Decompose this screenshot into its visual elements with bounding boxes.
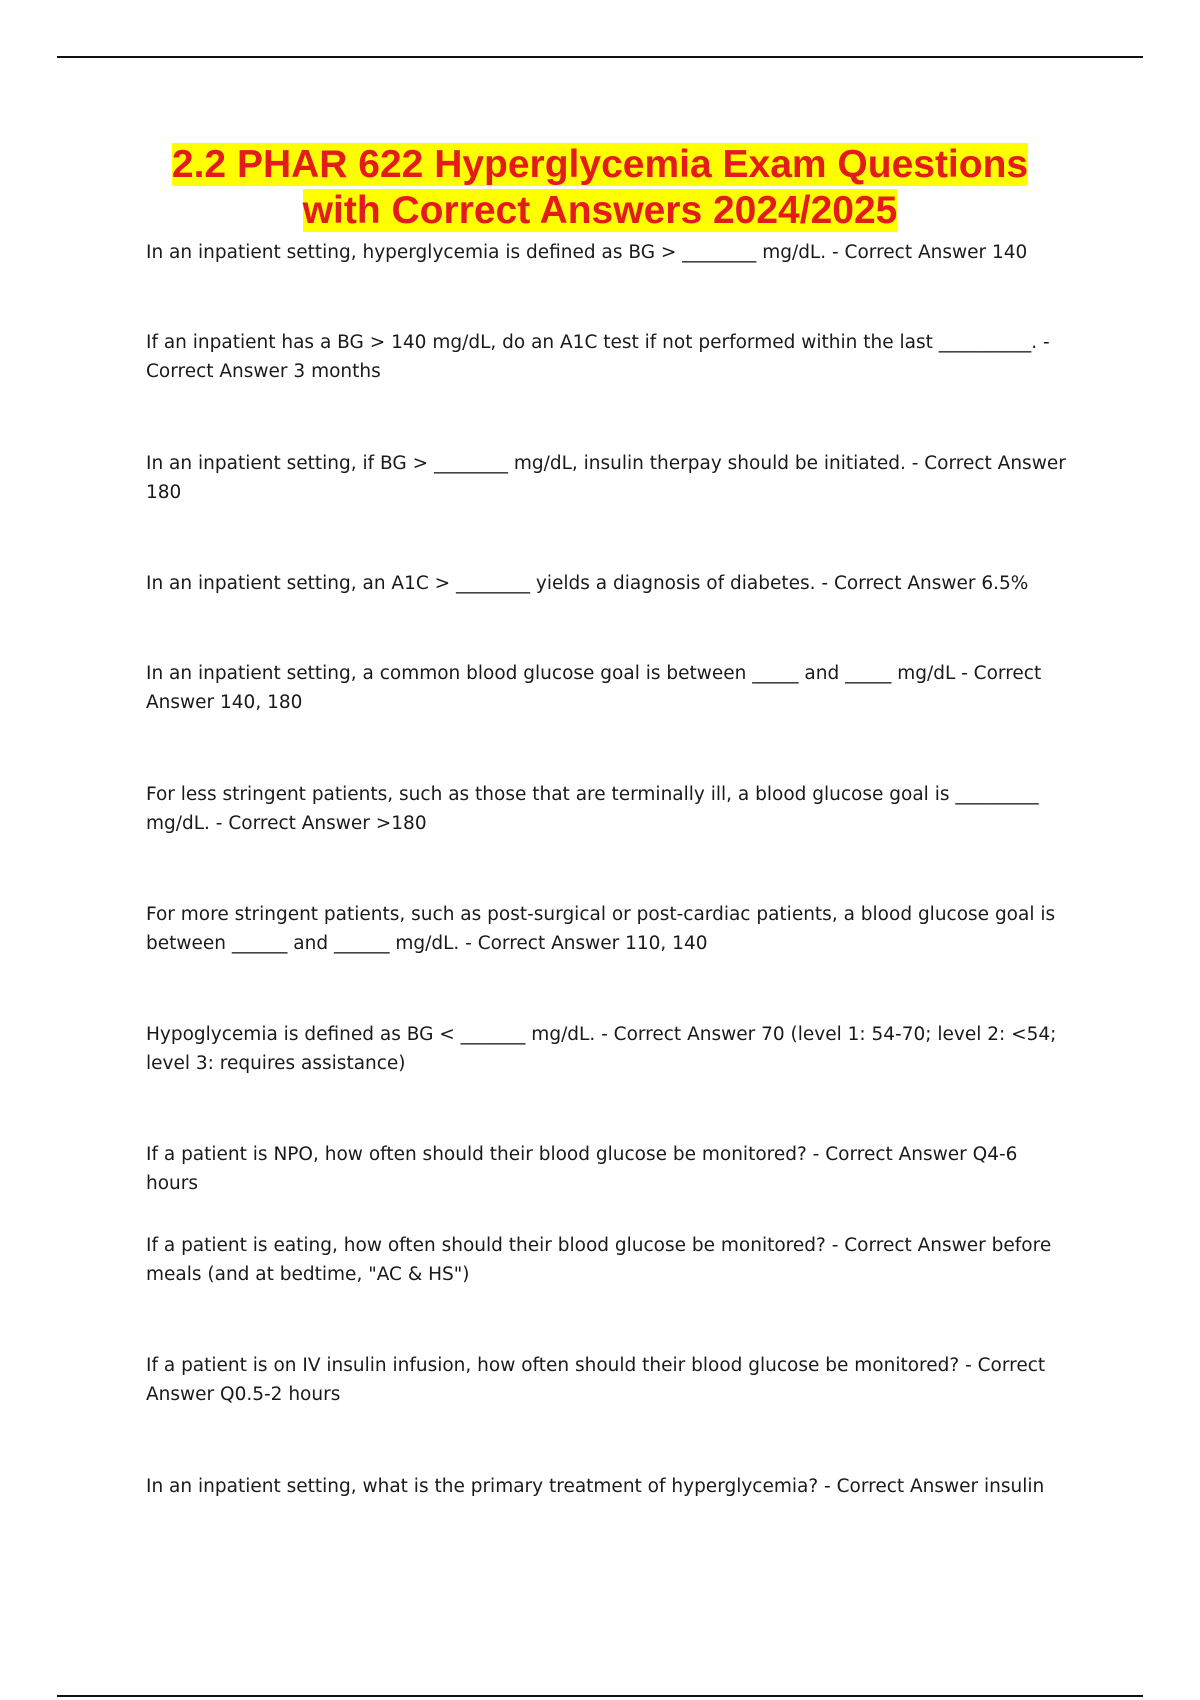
document-title bbox=[0, 142, 1200, 234]
qa-item: For less stringent patients, such as those that are terminally ill, a blood glucose goal is _________ mg/dL. - Correct Answer >180 bbox=[146, 784, 1039, 834]
qa-item: In an inpatient setting, what is the primary treatment of hyperglycemia? - Correct Answer insulin bbox=[146, 1476, 1045, 1497]
qa-item: In an inpatient setting, a common blood glucose goal is between _____ and _____ mg/dL - Correct Answer 140, 180 bbox=[146, 663, 1042, 713]
title-line-2: with Correct Answers 2024/2025 bbox=[302, 189, 898, 232]
qa-item: Hypoglycemia is defined as BG < _______ mg/dL. - Correct Answer 70 (level 1: 54-70; level 2: <54; level 3: requires assistance) bbox=[146, 1024, 1057, 1074]
qa-item: In an inpatient setting, if BG > ________ mg/dL, insulin therpay should be initiated. - Correct Answer 180 bbox=[146, 453, 1066, 503]
qa-item: If an inpatient has a BG > 140 mg/dL, do an A1C test if not performed within the last __________. - Correct Answer 3 months bbox=[146, 332, 1050, 382]
qa-item: In an inpatient setting, an A1C > ________ yields a diagnosis of diabetes. - Correct Answer 6.5% bbox=[146, 573, 1029, 594]
qa-item: If a patient is on IV insulin infusion, how often should their blood glucose be monitored? - Correct Answer Q0.5-2 hours bbox=[146, 1355, 1046, 1405]
footer-rule bbox=[57, 1695, 1143, 1697]
qa-item: If a patient is eating, how often should their blood glucose be monitored? - Correct Answer before meals (and at bedtime, "AC & HS") bbox=[146, 1235, 1052, 1285]
qa-item: In an inpatient setting, hyperglycemia is defined as BG > ________ mg/dL. - Correct Answer 140 bbox=[146, 242, 1028, 263]
qa-item: If a patient is NPO, how often should their blood glucose be monitored? - Correct Answer Q4-6 hours bbox=[146, 1144, 1018, 1194]
qa-item: For more stringent patients, such as post-surgical or post-cardiac patients, a blood glucose goal is between ______ and ______ mg/dL. - Correct Answer 110, 140 bbox=[146, 904, 1056, 954]
header-rule bbox=[57, 56, 1143, 58]
title-line-1: 2.2 PHAR 622 Hyperglycemia Exam Questions bbox=[171, 143, 1029, 186]
